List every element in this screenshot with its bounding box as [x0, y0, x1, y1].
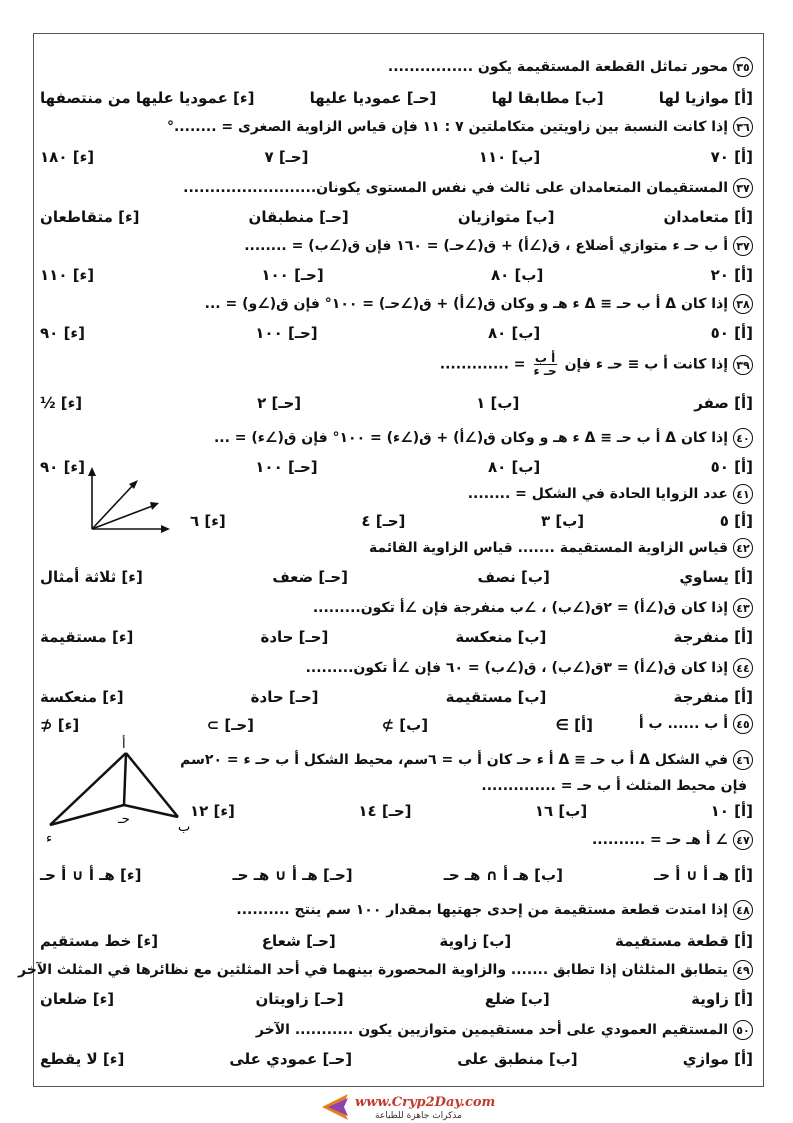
options-row	[190, 800, 753, 822]
answer-option[interactable]: [أ] منفرجة	[673, 688, 753, 706]
question-text: عدد الزوايا الحادة في الشكل = ........	[467, 486, 728, 502]
answer-option[interactable]: [ب] ١	[476, 394, 520, 412]
answer-option[interactable]: [ء] منعكسة	[40, 688, 124, 706]
answer-option[interactable]: [ب] ضلع	[484, 990, 550, 1008]
answer-option[interactable]: [ب] متوازيان	[457, 208, 555, 226]
question-number: ٣٧	[733, 236, 753, 256]
question-text: إذا كانت أ ب ≡ حـ ء فإن	[564, 356, 728, 373]
options-row	[40, 864, 753, 886]
answer-option[interactable]: [ء] ٩٠	[40, 324, 85, 342]
answer-option[interactable]: [أ] ٥٠	[710, 458, 753, 476]
answer-option[interactable]: [حـ] ٧	[264, 148, 309, 166]
answer-option[interactable]: [حـ] زاويتان	[255, 990, 344, 1008]
answer-option[interactable]: [ء] لا يقطع	[40, 1050, 125, 1068]
answer-option[interactable]: [ء] ضلعان	[40, 990, 115, 1008]
answer-option[interactable]: [ء] خط مستقيم	[40, 932, 159, 950]
answer-option[interactable]: [حـ] ١٤	[358, 802, 412, 820]
question-number: ٤٤	[733, 658, 753, 678]
question-number: ٣٦	[733, 117, 753, 137]
question-number: ٥٠	[733, 1020, 753, 1040]
answer-option[interactable]: [ء] ثلاثة أمثال	[40, 568, 143, 586]
answer-option[interactable]: [أ] ٥	[719, 512, 753, 530]
answer-option[interactable]: [ب] ٣	[541, 512, 585, 530]
question-number: ٣٨	[733, 294, 753, 314]
question-text: ∠ أ هـ حـ = ..........	[591, 832, 728, 848]
answer-option[interactable]: [حـ] عموديا عليها	[309, 89, 437, 107]
answer-option[interactable]: [حـ] هـ أ ∪ هـ حـ	[232, 866, 353, 884]
question-9	[40, 598, 753, 618]
question-number: ٤٦	[733, 750, 753, 770]
question-15	[18, 960, 753, 980]
figure-congruent-triangles	[38, 735, 198, 845]
question-text-line2: فإن محيط المثلث أ ب حـ = ..............	[481, 778, 747, 794]
question-11	[610, 714, 753, 734]
question-3	[40, 236, 753, 256]
answer-option[interactable]: [حـ] ١٠٠	[261, 266, 324, 284]
options-row	[40, 686, 753, 708]
question-number: ٤٠	[733, 428, 753, 448]
answer-option[interactable]: [حـ] حادة	[260, 628, 329, 646]
answer-option[interactable]: [أ] ٧٠	[710, 148, 753, 166]
answer-option[interactable]: [أ] يساوي	[679, 568, 753, 586]
answer-option[interactable]: [ء] ١٨٠	[40, 148, 95, 166]
question-16	[40, 1020, 753, 1040]
question-number: ٣٧	[733, 178, 753, 198]
question-text: إذا كان ق(∠أ) = ٢ق(∠ب) ، ∠ب منفرجة فإن ∠أ تكون.........	[312, 600, 728, 616]
question-text: محور تماثل القطعة المستقيمة يكون ................	[387, 59, 728, 75]
question-number: ٤٥	[733, 714, 753, 734]
answer-option[interactable]: [أ] ٢٠	[710, 266, 753, 284]
question-0	[40, 57, 753, 77]
question-text: إذا كان Δ أ ب حـ ≡ Δ ء هـ و وكان ق(∠أ) + ق(∠حـ) = ١٠٠° فإن ق(∠و) = ...	[204, 296, 728, 312]
answer-option[interactable]: [أ] ١٠	[710, 802, 753, 820]
answer-option[interactable]: [أ] هـ أ ∪ أ حـ	[654, 866, 753, 884]
logo-subtitle: مذكرات جاهزة للطباعة	[375, 1111, 462, 1121]
options-row	[40, 322, 753, 344]
options-row	[40, 714, 593, 736]
options-row	[40, 264, 753, 286]
answer-option[interactable]: [ب] منطبق على	[457, 1050, 578, 1068]
question-number: ٤٧	[733, 830, 753, 850]
question-6	[40, 428, 753, 448]
question-text: أ ب حـ ء متوازي أضلاع ، ق(∠أ) + ق(∠حـ) = ١٦٠ فإن ق(∠ب) = ........	[244, 238, 728, 254]
answer-option[interactable]: [حـ] ⊃	[206, 716, 255, 734]
answer-option[interactable]: [ء] مستقيمة	[40, 628, 134, 646]
question-14	[40, 900, 753, 920]
answer-option[interactable]: [أ] ٥٠	[710, 324, 753, 342]
question-number: ٣٥	[733, 57, 753, 77]
answer-option[interactable]: [أ] موازيا لها	[658, 89, 753, 107]
question-text: إذا امتدت قطعة مستقيمة من إحدى جهتيها بمقدار ١٠٠ سم ينتج ..........	[236, 902, 728, 918]
answer-option[interactable]: [ب] ٨٠	[491, 266, 544, 284]
question-number: ٤٨	[733, 900, 753, 920]
answer-option[interactable]: [ب] هـ أ ∩ هـ حـ	[443, 866, 563, 884]
answer-option[interactable]: [أ] موازي	[682, 1050, 753, 1068]
answer-option[interactable]: [أ] قطعة مستقيمة	[614, 932, 753, 950]
answer-option[interactable]: [حـ] ١٠٠	[255, 458, 318, 476]
options-row	[40, 1048, 753, 1070]
question-text-tail: = .............	[439, 356, 526, 373]
question-5	[40, 352, 753, 377]
answer-option[interactable]: [ب] ١١٠	[478, 148, 541, 166]
answer-option[interactable]: [ء] ١٢	[190, 802, 235, 820]
figure-label-b: ب	[178, 820, 191, 835]
fraction-denominator: حـ ء	[533, 364, 557, 378]
fraction-numerator: أ ب	[534, 351, 556, 365]
answer-option[interactable]: [ب] زاوية	[439, 932, 512, 950]
question-number: ٤٣	[733, 598, 753, 618]
figure-label-a: أ	[122, 737, 126, 752]
answer-option[interactable]: [ء] هـ أ ∪ أ حـ	[40, 866, 142, 884]
answer-option[interactable]: [أ] زاوية	[691, 990, 753, 1008]
question-number: ٤٩	[733, 960, 753, 980]
answer-option[interactable]: [ء] عموديا عليها من منتصفها	[40, 89, 255, 107]
answer-option[interactable]: [ء] متقاطعان	[40, 208, 140, 226]
question-text: إذا كان ق(∠أ) = ٣ق(∠ب) ، ق(∠ب) = ٦٠ فإن ∠أ تكون.........	[305, 660, 728, 676]
options-row	[40, 87, 753, 109]
answer-option[interactable]: [حـ] عمودي على	[229, 1050, 353, 1068]
logo-url: www.Cryp2Day.com	[355, 1095, 496, 1110]
question-1	[40, 117, 753, 137]
options-row	[40, 392, 753, 414]
question-text: إذا كان Δ أ ب حـ ≡ Δ ء هـ و وكان ق(∠أ) + ق(∠ء) = ١٠٠° فإن ق(∠ء) = ...	[213, 430, 728, 446]
question-number: ٣٩	[733, 355, 753, 375]
answer-option[interactable]: [ب] منعكسة	[455, 628, 547, 646]
figure-acute-angles	[80, 465, 170, 535]
fraction	[534, 352, 557, 377]
answer-option[interactable]: [حـ] منطبقان	[248, 208, 349, 226]
question-10	[40, 658, 753, 678]
question-8	[40, 538, 753, 558]
question-text: المستقيمان المتعامدان على ثالث في نفس المستوى يكونان.........................	[183, 180, 728, 196]
question-number: ٤٢	[733, 538, 753, 558]
answer-option[interactable]: [حـ] ٤	[361, 512, 406, 530]
question-text: قياس الزاوية المستقيمة ....... قياس الزاوية القائمة	[368, 540, 728, 556]
question-4	[40, 294, 753, 314]
answer-option[interactable]: [ب] مطابقا لها	[491, 89, 604, 107]
answer-option[interactable]: [ب] ⊅	[381, 716, 429, 734]
options-row	[40, 988, 753, 1010]
options-row	[40, 566, 753, 588]
options-row	[40, 626, 753, 648]
question-text: أ ب ...... ب أ	[638, 716, 728, 732]
answer-option[interactable]: [ء] ٩٠	[40, 458, 85, 476]
question-2	[40, 178, 753, 198]
options-row	[190, 510, 753, 532]
answer-option[interactable]: [ء] ½	[40, 394, 83, 412]
answer-option[interactable]: [أ] متعامدان	[663, 208, 753, 226]
question-number: ٤١	[733, 484, 753, 504]
answer-option[interactable]: [أ] منفرجة	[673, 628, 753, 646]
answer-option[interactable]: [حـ] ضعف	[272, 568, 349, 586]
figure-label-d: ء	[46, 831, 53, 845]
question-text: يتطابق المثلثان إذا تطابق ....... والزاوية المحصورة بينهما في أحد المثلثين مع نظائرها في المثلث الآخر	[18, 962, 728, 978]
answer-option[interactable]: [حـ] شعاع	[261, 932, 336, 950]
answer-option[interactable]: [ب] ٨٠	[487, 458, 541, 476]
answer-option[interactable]: [ء] ١١٠	[40, 266, 95, 284]
answer-option[interactable]: [ب] نصف	[477, 568, 550, 586]
figure-label-c: حـ	[118, 812, 130, 827]
answer-option[interactable]: [ء] ٦	[190, 512, 226, 530]
answer-option[interactable]: [ء] ⊄	[40, 716, 80, 734]
answer-option[interactable]: [حـ] حادة	[250, 688, 319, 706]
answer-option[interactable]: [أ] ∋	[555, 716, 593, 734]
question-text: في الشكل Δ أ ب حـ ≡ Δ أ ء حـ كان أ ب = ٦سم، محيط الشكل أ ب حـ ء = ٢٠سم	[180, 752, 728, 768]
answer-option[interactable]: [حـ] ٢	[257, 394, 302, 412]
options-row	[40, 930, 753, 952]
options-row	[40, 146, 753, 168]
answer-option[interactable]: [أ] صفر	[694, 394, 753, 412]
answer-option[interactable]: [ب] مستقيمة	[445, 688, 547, 706]
answer-option[interactable]: [ب] ٨٠	[487, 324, 541, 342]
question-text: المستقيم العمودي على أحد مستقيمين متوازيين يكون ........... الآخر	[255, 1022, 728, 1038]
answer-option[interactable]: [ب] ١٦	[534, 802, 588, 820]
options-row	[40, 206, 753, 228]
answer-option[interactable]: [حـ] ١٠٠	[255, 324, 318, 342]
question-text: إذا كانت النسبة بين زاويتين متكاملتين ٧ : ١١ فإن قياس الزاوية الصغرى = ........°	[166, 119, 728, 135]
